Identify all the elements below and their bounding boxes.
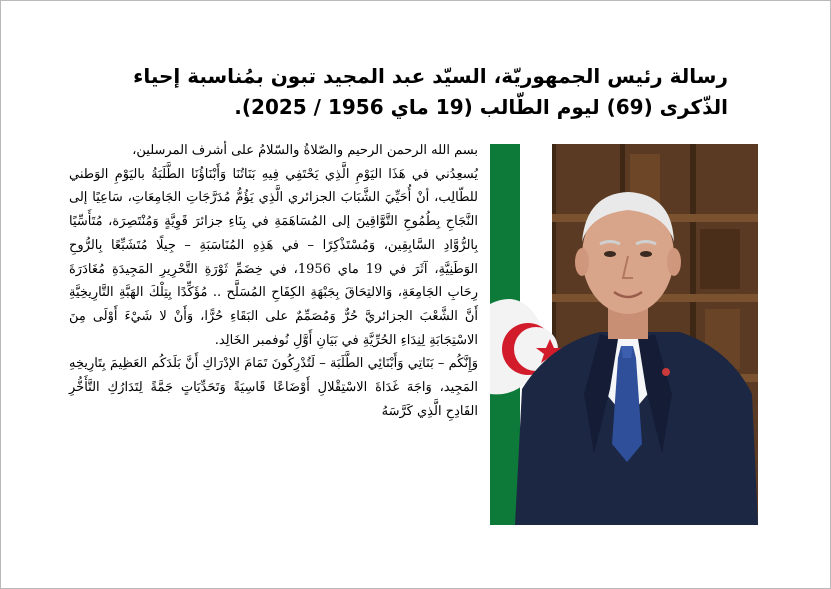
document-title: رسالة رئيس الجمهوريّة، السيّد عبد المجيد تبون بمُناسبة إحياء الذّكرى (69) ليوم الطّالب (19 ماي 1956 / 2025). xyxy=(133,64,728,119)
paragraph-opening: بسم الله الرحمن الرحيم والصّلاةُ والسّلامُ على أشرف المرسلين، xyxy=(132,143,478,158)
president-portrait-photo xyxy=(490,144,758,525)
body-text xyxy=(69,139,478,423)
paragraph-1: يُسعِدُني في هَذَا اليَوْمِ الَّذِي يَحْتَفِي فِيهِ بَنَاتُنَا وَأَبْنَاؤُنَا الطَّلَبَةُ باليَوْمِ الوَطني للطّالِب، أنْ أُحَيِّيَ الشَّبَابَ الجزائري الَّذِي يَؤُمُّ مُدَرَّجَاتِ الجَامِعَاتِ، سَاعِيًا إلى النَّجَاحِ بِطُمُوحِ التَّوَّاقِينَ إلى المُسَاهَمَةِ في بِنَاءِ جزائرَ قَوِيَّةٍ وَمُنْتَصِرَة، مُتَأَسِّيًا بِالرُّوَّادِ السَّابِقِين، وَمُسْتَذْكِرًا – في هَذِهِ المُنَاسَبَةِ – جِيلًا مُتَشَبِّعًا بِالرُّوحِ الوَطَنِيَّةِ، آثَرَ في 19 ماي 1956، في خِضَمِّ ثَوْرَةِ التَّحْرِيرِ المَجِيدَةِ مُغَادَرَةَ رِحَابِ الجَامِعَةِ، وَالالتِحَاقَ بِجَبْهَةِ الكِفَاحِ المُسَلَّح .. مُؤَكِّدًا بِتِلْكَ الهَبَّةِ التَّارِيخِيَّةِ أَنَّ الشَّعْبَ الجزائريَّ حُرٌّ وَمُصَمِّمٌ على البَقَاءِ حُرًّا، وَأَنْ لا شَيْءَ أَوْلَى مِنَ الاسْتِجَابَةِ لِنِدَاءِ الحُرِّيَّةِ في بَيَانِ أَوَّلِ نُوفمبر الخَالِد. xyxy=(69,166,479,348)
paragraph-2: وَإِنَّكُم – بَنَاتِي وَأَبْنَائِي الطَّلَبَة – لَتُدْرِكُونَ تَمَامَ الإدْرَاكِ أَنَّ بَلَدَكُم العَظِيمَ بِتَارِيخِهِ المَجِيد، وَاجَهَ غَدَاةَ الاسْتِقْلالِ أَوْضَاعًا قَاسِيَةً وَتَحَدِّيَاتٍ جَمَّةً لِتَدَارُكِ التَّأَخُّرِ الفَادِحِ الَّذِي كَرَّسَهُ xyxy=(69,356,478,419)
